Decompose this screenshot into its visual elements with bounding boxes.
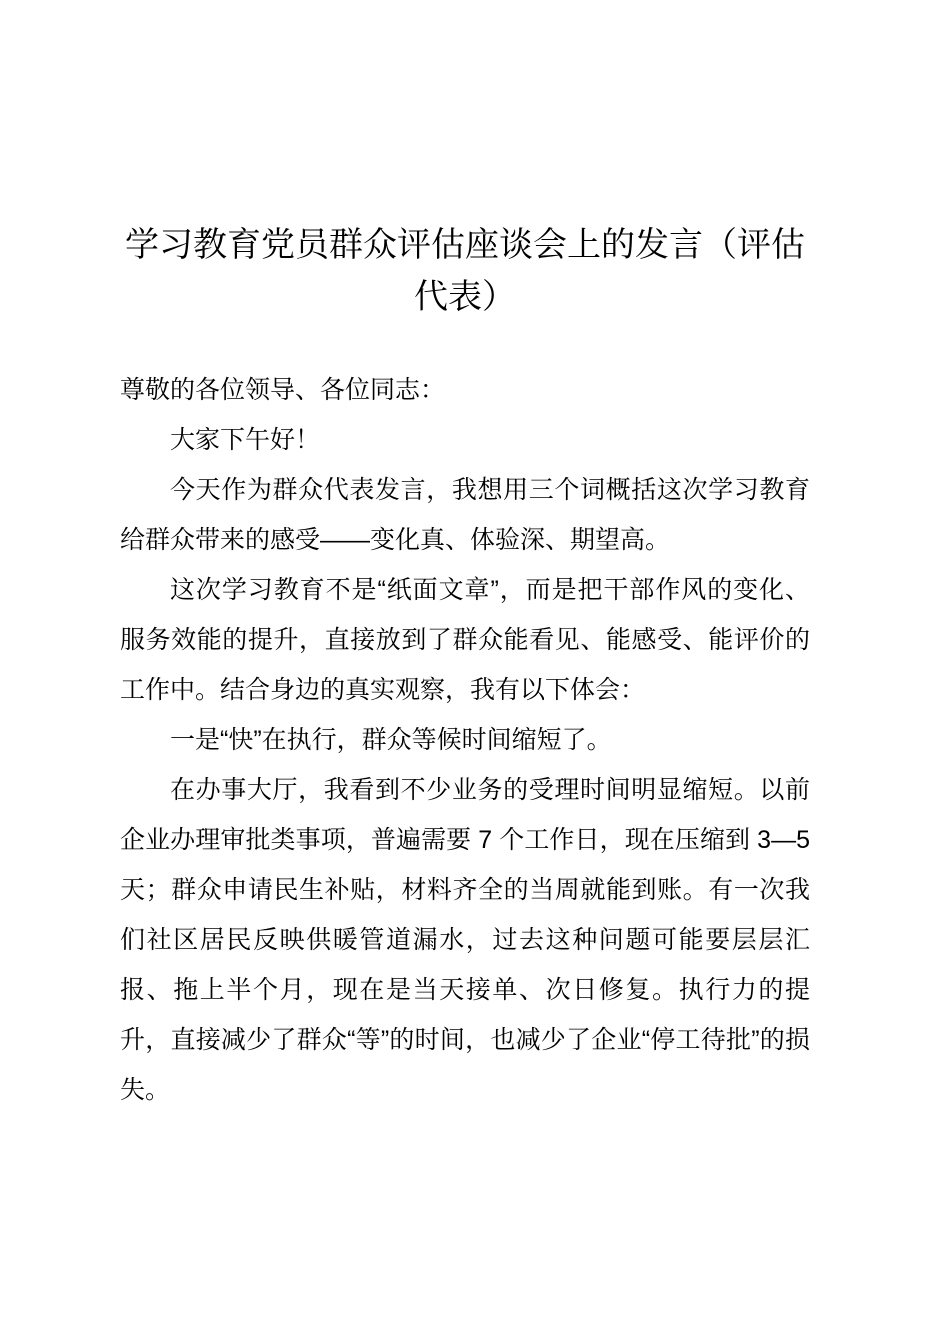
document-body bbox=[120, 365, 810, 1115]
document-title: 学习教育党员群众评估座谈会上的发言（评估代表） bbox=[125, 226, 805, 316]
paragraph: 尊敬的各位领导、各位同志： bbox=[120, 376, 446, 404]
paragraph: 一是“快”在执行，群众等候时间缩短了。 bbox=[170, 726, 612, 754]
paragraph: 大家下午好！ bbox=[170, 426, 321, 454]
paragraph: 这次学习教育不是“纸面文章”，而是把干部作风的变化、服务效能的提升，直接放到了群众能看见、能感受、能评价的工作中。结合身边的真实观察，我有以下体会： bbox=[120, 576, 810, 704]
paragraph: 今天作为群众代表发言，我想用三个词概括这次学习教育给群众带来的感受——变化真、体验深、期望高。 bbox=[120, 476, 810, 554]
paragraph: 在办事大厅，我看到不少业务的受理时间明显缩短。以前企业办理审批类事项，普遍需要 7 个工作日，现在压缩到 3—5 天；群众申请民生补贴，材料齐全的当周就能到账。有一次我们社区居民反映供暖管道漏水，过去这种问题可能要层层汇报、拖上半个月，现在是当天接单、次日修复。执行力的提升，直接减少了群众“等”的时间，也减少了企业“停工待批”的损失。 bbox=[120, 776, 810, 1104]
